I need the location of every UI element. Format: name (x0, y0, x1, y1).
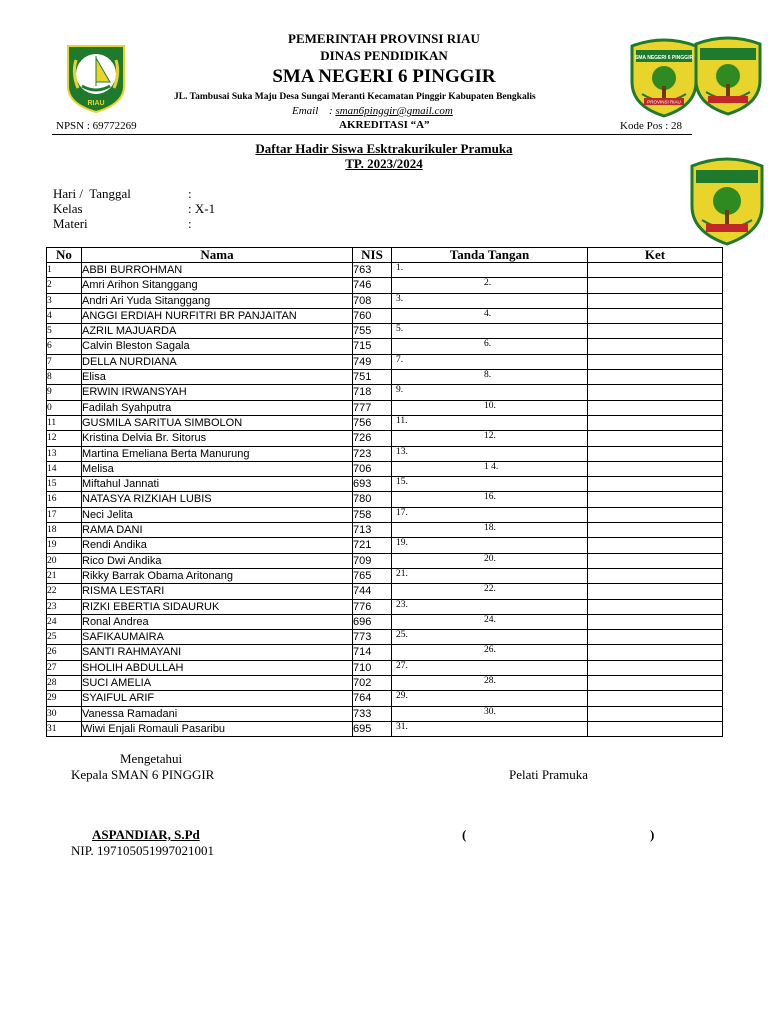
row-nis: 744 (353, 584, 392, 599)
logo-left-text: RIAU (87, 100, 105, 107)
row-no: 14 (47, 461, 82, 476)
row-note[interactable] (588, 691, 723, 706)
row-signature[interactable] (392, 721, 588, 736)
row-no: 7 (47, 354, 82, 369)
header-note: Ket (588, 248, 723, 263)
day-label: Hari / Tanggal (53, 186, 131, 201)
row-nis: 733 (353, 706, 392, 721)
email-row (292, 105, 453, 117)
dept-name: DINAS PENDIDIKAN (320, 48, 448, 63)
row-no: 3 (47, 293, 82, 308)
row-signature[interactable] (392, 278, 588, 293)
row-name: SUCI AMELIA (82, 676, 353, 691)
row-note[interactable] (588, 614, 723, 629)
row-note[interactable] (588, 523, 723, 538)
header-rule (52, 134, 692, 135)
table-row (47, 721, 723, 736)
row-signature[interactable] (392, 523, 588, 538)
row-note[interactable] (588, 431, 723, 446)
table-row (47, 354, 723, 369)
row-no: 23 (47, 599, 82, 614)
table-row (47, 278, 723, 293)
row-note[interactable] (588, 676, 723, 691)
row-nis: 777 (353, 400, 392, 415)
row-note[interactable] (588, 477, 723, 492)
row-signature[interactable] (392, 415, 588, 430)
row-signature-number: 21. (396, 568, 408, 579)
row-note[interactable] (588, 660, 723, 675)
row-signature-number: 29. (396, 691, 408, 702)
table-row (47, 676, 723, 691)
table-row (47, 263, 723, 278)
row-no: 12 (47, 431, 82, 446)
row-name: Amri Arihon Sitanggang (82, 278, 353, 293)
row-nis: 713 (353, 523, 392, 538)
table-row (47, 599, 723, 614)
coach-title: Pelati Pramuka (509, 767, 589, 782)
table-row (47, 645, 723, 660)
row-signature[interactable] (392, 676, 588, 691)
row-signature-number: 20. (484, 553, 496, 564)
table-header-row (47, 248, 723, 263)
row-no: 25 (47, 630, 82, 645)
row-nis: 773 (353, 630, 392, 645)
table-row (47, 370, 723, 385)
row-name: Rendi Andika (82, 538, 353, 553)
row-no: 15 (47, 477, 82, 492)
row-note[interactable] (588, 706, 723, 721)
row-signature[interactable] (392, 660, 588, 675)
row-signature-number: 22. (484, 584, 496, 595)
principal-name: ASPANDIAR, S.Pd (92, 827, 200, 842)
row-no: 1 (47, 263, 82, 278)
row-note[interactable] (588, 507, 723, 522)
row-nis: 693 (353, 477, 392, 492)
row-signature-number: 11. (396, 415, 408, 426)
table-row (47, 660, 723, 675)
row-signature-number: 16. (484, 492, 496, 503)
row-name: Rikky Barrak Obama Aritonang (82, 568, 353, 583)
class-value: : X-1 (188, 201, 216, 216)
table-row (47, 461, 723, 476)
row-nis: 714 (353, 645, 392, 660)
row-name: GUSMILA SARITUA SIMBOLON (82, 415, 353, 430)
row-note[interactable] (588, 385, 723, 400)
row-note[interactable] (588, 645, 723, 660)
row-signature[interactable] (392, 645, 588, 660)
row-name: Martina Emeliana Berta Manurung (82, 446, 353, 461)
table-row (47, 553, 723, 568)
row-no: 21 (47, 568, 82, 583)
header-nis: NIS (353, 248, 392, 263)
row-nis: 756 (353, 415, 392, 430)
row-no: 26 (47, 645, 82, 660)
row-note[interactable] (588, 324, 723, 339)
row-name: Melisa (82, 461, 353, 476)
table-row (47, 431, 723, 446)
row-nis: 760 (353, 308, 392, 323)
row-note[interactable] (588, 354, 723, 369)
row-signature-number: 30. (484, 706, 496, 717)
email-link[interactable]: sman6pinggir@gmail.com (335, 105, 453, 117)
row-no: 19 (47, 538, 82, 553)
row-name: Ronal Andrea (82, 614, 353, 629)
row-no: 20 (47, 553, 82, 568)
table-row (47, 477, 723, 492)
row-signature-number: 25. (396, 630, 408, 641)
table-row (47, 507, 723, 522)
postcode: Kode Pos : 28 (620, 120, 683, 132)
day-value: : (188, 186, 192, 201)
row-signature-number: 28. (484, 676, 496, 687)
table-row (47, 523, 723, 538)
table-row (47, 630, 723, 645)
row-name: AZRIL MAJUARDA (82, 324, 353, 339)
row-note[interactable] (588, 293, 723, 308)
row-nis: 706 (353, 461, 392, 476)
row-nis: 718 (353, 385, 392, 400)
row-no: 22 (47, 584, 82, 599)
row-signature-number: 1. (396, 263, 404, 273)
row-signature[interactable] (392, 308, 588, 323)
table-row (47, 308, 723, 323)
row-signature[interactable] (392, 492, 588, 507)
header-no: No (47, 248, 82, 263)
row-no: 13 (47, 446, 82, 461)
row-signature-number: 27. (396, 660, 408, 671)
row-signature-number: 1 4. (484, 461, 499, 472)
row-signature[interactable] (392, 706, 588, 721)
school-logo-2 (690, 34, 766, 116)
row-signature[interactable] (392, 553, 588, 568)
row-nis: 749 (353, 354, 392, 369)
row-note[interactable] (588, 370, 723, 385)
row-note[interactable] (588, 461, 723, 476)
row-signature-number: 12. (484, 431, 496, 442)
row-name: Kristina Delvia Br. Sitorus (82, 431, 353, 446)
email-label: Email (292, 105, 319, 117)
row-signature[interactable] (392, 477, 588, 492)
row-signature[interactable] (392, 263, 588, 278)
row-no: 30 (47, 706, 82, 721)
row-name: Wiwi Enjali Romauli Pasaribu (82, 721, 353, 736)
table-body (47, 263, 723, 737)
principal-nip: NIP. 197105051997021001 (71, 843, 215, 858)
row-note[interactable] (588, 568, 723, 583)
row-note[interactable] (588, 339, 723, 354)
row-signature-number: 8. (484, 370, 492, 381)
school-address: JL. Tambusai Suka Maju Desa Sungai Meranti Kecamatan Pinggir Kabupaten Bengkalis (174, 92, 536, 102)
row-no: 5 (47, 324, 82, 339)
row-signature[interactable] (392, 568, 588, 583)
coach-name-open: ( (462, 827, 467, 842)
row-name: SANTI RAHMAYANI (82, 645, 353, 660)
row-signature[interactable] (392, 385, 588, 400)
row-signature-number: 2. (484, 278, 492, 289)
row-signature-number: 15. (396, 477, 408, 488)
coach-name-close: ) (650, 827, 655, 842)
row-nis: 695 (353, 721, 392, 736)
row-signature[interactable] (392, 507, 588, 522)
row-signature[interactable] (392, 584, 588, 599)
row-signature[interactable] (392, 431, 588, 446)
material-label: Materi (53, 216, 88, 231)
row-note[interactable] (588, 553, 723, 568)
row-note[interactable] (588, 584, 723, 599)
doc-title: Daftar Hadir Siswa Esktrakurikuler Pramuka (255, 141, 513, 156)
table-row (47, 706, 723, 721)
row-name: Fadilah Syahputra (82, 400, 353, 415)
row-signature[interactable] (392, 630, 588, 645)
acknowledge-label: Mengetahui (120, 751, 183, 766)
row-signature-number: 4. (484, 308, 492, 319)
table-row (47, 584, 723, 599)
row-no: 9 (47, 385, 82, 400)
row-signature[interactable] (392, 339, 588, 354)
row-note[interactable] (588, 538, 723, 553)
row-signature[interactable] (392, 599, 588, 614)
table-row (47, 293, 723, 308)
row-nis: 696 (353, 614, 392, 629)
row-nis: 780 (353, 492, 392, 507)
email-sep: : (329, 105, 333, 117)
logo-right-bottom-text: PROVINSI RIAU (647, 99, 681, 105)
row-signature[interactable] (392, 691, 588, 706)
row-no: 31 (47, 721, 82, 736)
row-nis: 765 (353, 568, 392, 583)
table-row (47, 614, 723, 629)
row-name: Elisa (82, 370, 353, 385)
table-row (47, 400, 723, 415)
row-signature[interactable] (392, 354, 588, 369)
row-signature-number: 17. (396, 507, 408, 518)
table-row (47, 446, 723, 461)
row-nis: 702 (353, 676, 392, 691)
row-note[interactable] (588, 308, 723, 323)
accreditation: AKREDITASI “A” (339, 119, 430, 131)
header-name: Nama (82, 248, 353, 263)
row-nis: 763 (353, 263, 392, 278)
table-row (47, 568, 723, 583)
row-signature-number: 9. (396, 385, 404, 396)
header-signature: Tanda Tangan (392, 248, 588, 263)
table-row (47, 385, 723, 400)
row-signature-number: 26. (484, 645, 496, 656)
row-name: Vanessa Ramadani (82, 706, 353, 721)
row-no: 6 (47, 339, 82, 354)
row-no: 4 (47, 308, 82, 323)
row-no: 0 (47, 400, 82, 415)
row-name: ABBI BURROHMAN (82, 263, 353, 278)
table-row (47, 492, 723, 507)
row-signature-number: 10. (484, 400, 496, 411)
row-signature-number: 18. (484, 523, 496, 534)
row-signature[interactable] (392, 324, 588, 339)
row-name: Calvin Bleston Sagala (82, 339, 353, 354)
material-value: : (188, 216, 192, 231)
attendance-table (46, 247, 723, 737)
row-note[interactable] (588, 492, 723, 507)
row-signature-number: 3. (396, 293, 404, 304)
row-name: DELLA NURDIANA (82, 354, 353, 369)
row-note[interactable] (588, 263, 723, 278)
row-no: 16 (47, 492, 82, 507)
row-no: 8 (47, 370, 82, 385)
row-no: 18 (47, 523, 82, 538)
row-nis: 708 (353, 293, 392, 308)
row-name: Andri Ari Yuda Sitanggang (82, 293, 353, 308)
row-signature[interactable] (392, 614, 588, 629)
npsn: NPSN : 69772269 (56, 120, 137, 132)
row-nis: 726 (353, 431, 392, 446)
row-signature[interactable] (392, 370, 588, 385)
row-signature[interactable] (392, 293, 588, 308)
row-nis: 710 (353, 660, 392, 675)
table-row (47, 339, 723, 354)
row-signature-number: 7. (396, 354, 404, 365)
row-name: Miftahul Jannati (82, 477, 353, 492)
row-nis: 755 (353, 324, 392, 339)
row-note[interactable] (588, 400, 723, 415)
row-name: Neci Jelita (82, 507, 353, 522)
row-nis: 751 (353, 370, 392, 385)
row-no: 24 (47, 614, 82, 629)
table-row (47, 415, 723, 430)
row-name: ANGGI ERDIAH NURFITRI BR PANJAITAN (82, 308, 353, 323)
table-row (47, 324, 723, 339)
row-name: ERWIN IRWANSYAH (82, 385, 353, 400)
row-signature[interactable] (392, 538, 588, 553)
row-nis: 723 (353, 446, 392, 461)
row-signature[interactable] (392, 461, 588, 476)
row-signature[interactable] (392, 446, 588, 461)
row-name: RISMA LESTARI (82, 584, 353, 599)
row-signature-number: 31. (396, 721, 408, 732)
row-no: 27 (47, 660, 82, 675)
row-no: 29 (47, 691, 82, 706)
principal-title: Kepala SMAN 6 PINGGIR (71, 767, 215, 782)
row-signature-number: 23. (396, 599, 408, 610)
row-name: SHOLIH ABDULLAH (82, 660, 353, 675)
row-nis: 776 (353, 599, 392, 614)
row-note[interactable] (588, 415, 723, 430)
row-note[interactable] (588, 446, 723, 461)
table-row (47, 691, 723, 706)
row-name: SYAIFUL ARIF (82, 691, 353, 706)
school-name: SMA NEGERI 6 PINGGIR (272, 66, 496, 87)
row-no: 11 (47, 415, 82, 430)
row-nis: 758 (353, 507, 392, 522)
row-signature-number: 5. (396, 324, 404, 335)
row-signature-number: 6. (484, 339, 492, 350)
row-note[interactable] (588, 721, 723, 736)
row-no: 2 (47, 278, 82, 293)
row-name: Rico Dwi Andika (82, 553, 353, 568)
row-signature-number: 13. (396, 446, 408, 457)
row-signature-number: 24. (484, 614, 496, 625)
gov-name: PEMERINTAH PROVINSI RIAU (288, 31, 480, 46)
row-name: NATASYA RIZKIAH LUBIS (82, 492, 353, 507)
row-name: SAFIKAUMAIRA (82, 630, 353, 645)
table-row (47, 538, 723, 553)
row-no: 28 (47, 676, 82, 691)
row-nis: 764 (353, 691, 392, 706)
row-nis: 709 (353, 553, 392, 568)
row-nis: 721 (353, 538, 392, 553)
row-nis: 715 (353, 339, 392, 354)
row-note[interactable] (588, 630, 723, 645)
doc-year: TP. 2023/2024 (345, 156, 423, 171)
row-name: RIZKI EBERTIA SIDAURUK (82, 599, 353, 614)
class-label: Kelas (53, 201, 83, 216)
row-signature[interactable] (392, 400, 588, 415)
row-note[interactable] (588, 599, 723, 614)
logo-right-top-text: SMA NEGERI 6 PINGGIR (634, 55, 694, 61)
row-note[interactable] (588, 278, 723, 293)
row-signature-number: 19. (396, 538, 408, 549)
row-nis: 746 (353, 278, 392, 293)
row-name: RAMA DANI (82, 523, 353, 538)
row-no: 17 (47, 507, 82, 522)
